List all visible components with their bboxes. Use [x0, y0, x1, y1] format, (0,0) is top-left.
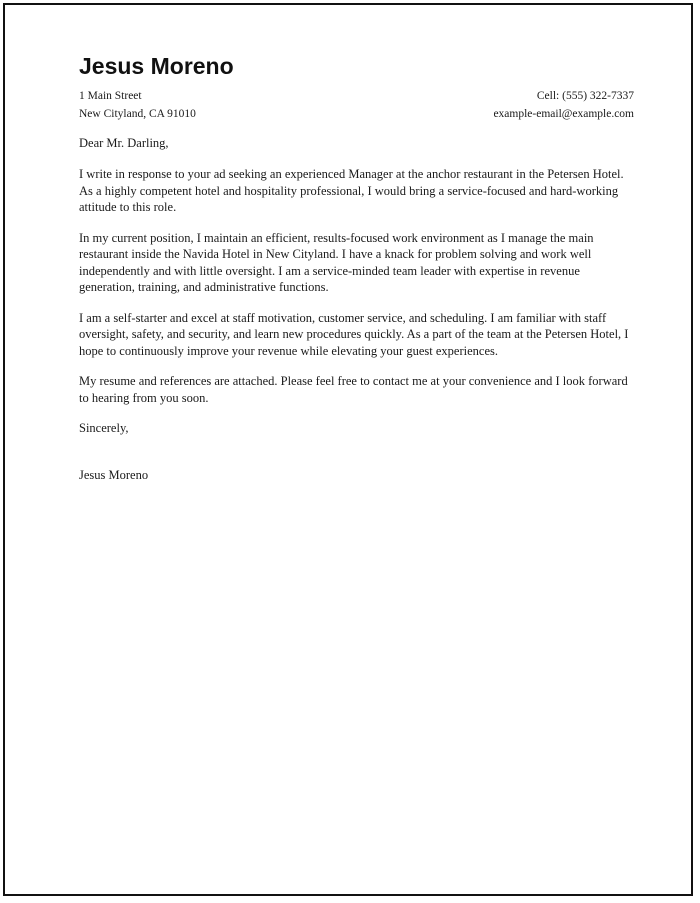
phone-number: Cell: (555) 322-7337 [536, 90, 634, 102]
page-frame [3, 3, 693, 896]
sender-name: Jesus Moreno [79, 53, 234, 79]
contact-details [493, 87, 634, 123]
cover-letter [79, 51, 634, 484]
salutation: Dear Mr. Darling, [79, 136, 169, 150]
street-address: 1 Main Street [79, 90, 142, 102]
body-paragraph-4: My resume and references are attached. Please feel free to contact me at your convenience and I look forward to hearing from you soon. [79, 374, 628, 405]
closing: Sincerely, [79, 421, 129, 435]
address-block [79, 87, 196, 123]
body-paragraph-3: I am a self-starter and excel at staff motivation, customer service, and scheduling. I am familiar with staff oversight, safety, and security, and learn new procedures quickly. As a part of the team at the Petersen Hotel, I hope to continuously improve your revenue while elevating your guest experiences. [79, 310, 629, 358]
body-paragraph-1: I write in response to your ad seeking an experienced Manager at the anchor restaurant in the Petersen Hotel. As a highly competent hotel and hospitality professional, I would bring a service-focused and hard-working attitude to this role. [79, 167, 624, 214]
body-paragraph-2: In my current position, I maintain an efficient, results-focused work environment as I manage the main restaurant inside the Navida Hotel in New Cityland. I have a knack for problem solving and work well independently and with little oversight. I am a service-minded team leader with expertise in revenue generation, training, and administrative functions. [79, 230, 594, 294]
email-address: example-email@example.com [493, 108, 634, 120]
contact-block [79, 87, 634, 123]
signature-name: Jesus Moreno [79, 468, 149, 482]
city-state-zip: New Cityland, CA 91010 [79, 108, 196, 120]
